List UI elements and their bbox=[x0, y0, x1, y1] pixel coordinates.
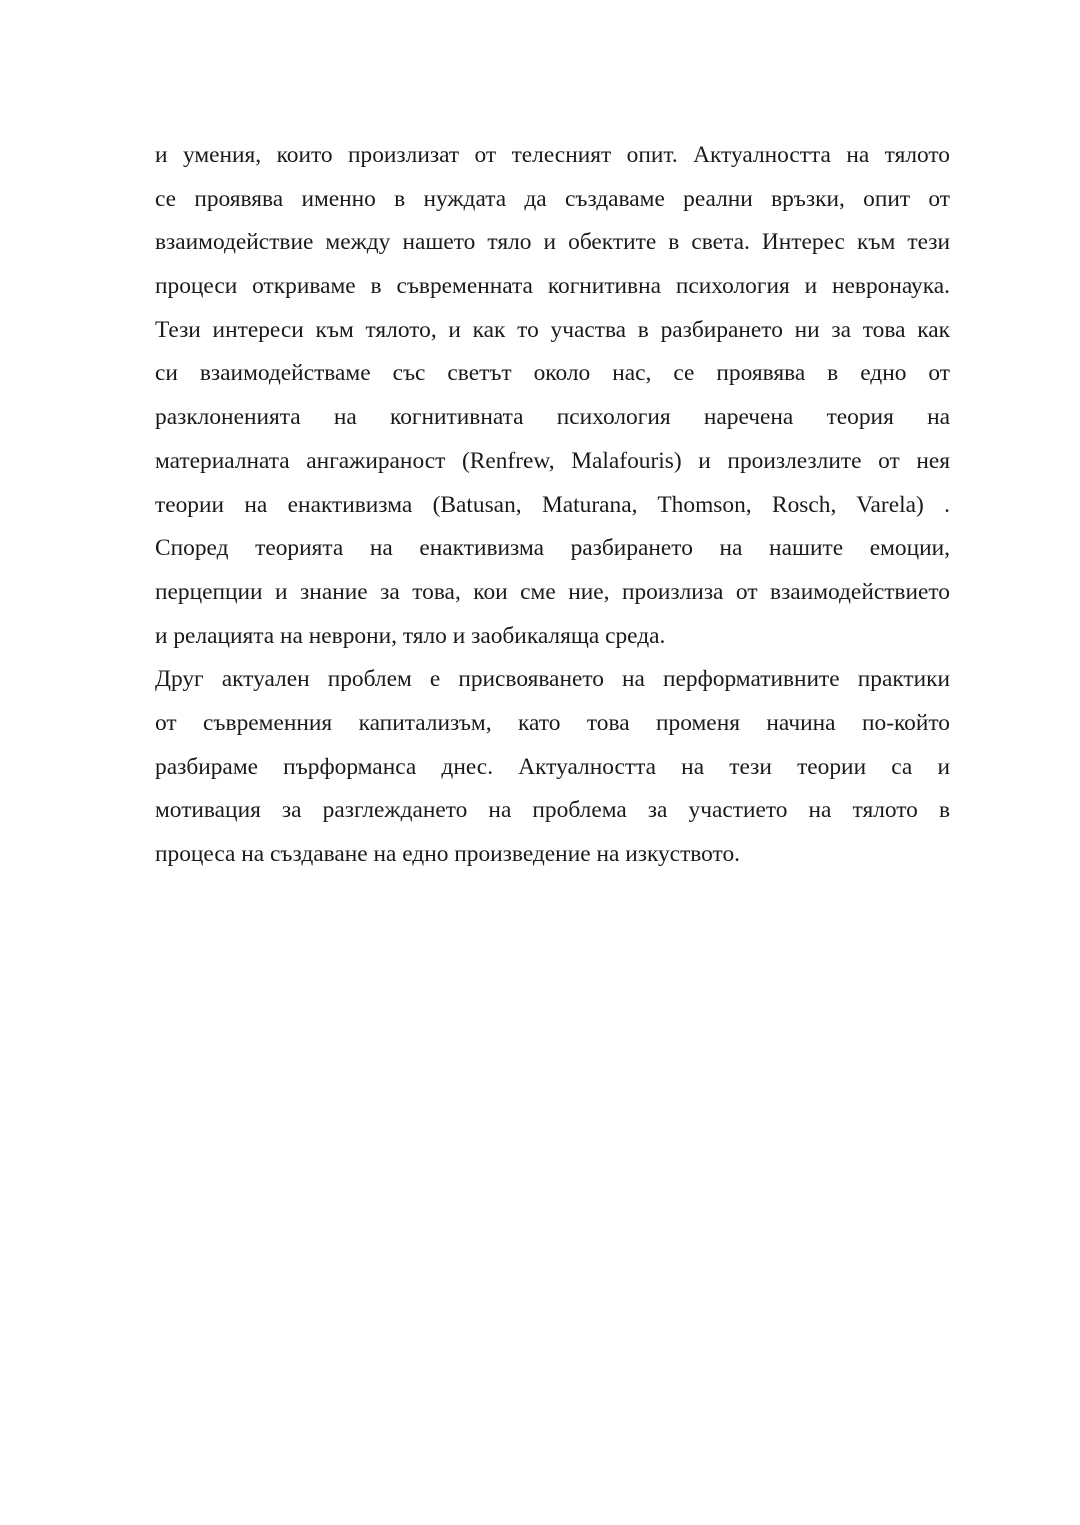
text-line: Друг актуален проблем е присвояването на перформативните практики bbox=[155, 666, 950, 693]
text-line: мотивация за разглеждането на проблема за участието на тялото в bbox=[155, 797, 950, 824]
text-line: и умения, които произлизат от телесният опит. Актуалността на тялото bbox=[155, 142, 950, 168]
body-text bbox=[155, 134, 950, 877]
text-line: Тези интереси към тялото, и как то участва в разбирането ни за това как bbox=[155, 316, 950, 343]
text-line: се проявява именно в нуждата да създаваме реални връзки, опит от bbox=[155, 185, 950, 212]
text-line: перцепции и знание за това, кои сме ние, произлиза от взаимодействието bbox=[155, 578, 950, 605]
text-line: процеса на създаване на едно произведение на изкуството. bbox=[155, 841, 741, 867]
text-line: взаимодействие между нашето тяло и обектите в света. Интерес към тези bbox=[155, 229, 950, 256]
text-line: си взаимодействаме със светът около нас, се проявява в едно от bbox=[155, 360, 950, 387]
text-line: теории на енактивизма (Batusan, Maturana, Thomson, Rosch, Varela) . bbox=[155, 491, 950, 518]
text-line: от съвременния капитализъм, като това променя начина по-който bbox=[155, 709, 950, 736]
paragraph-1 bbox=[155, 134, 950, 658]
text-line: Според теорията на енактивизма разбирането на нашите емоции, bbox=[155, 535, 950, 562]
text-line: материалната ангажираност (Renfrew, Malafouris) и произлезлите от нея bbox=[155, 447, 950, 474]
text-line: разклоненията на когнитивната психология наречена теория на bbox=[155, 404, 950, 431]
text-line: разбираме пърформанса днес. Актуалността на тези теории са и bbox=[155, 753, 950, 780]
paragraph-2 bbox=[155, 658, 950, 876]
text-line: процеси откриваме в съвременната когнитивна психология и невронаука. bbox=[155, 273, 950, 300]
text-line: и релацията на неврони, тяло и заобикаляща среда. bbox=[155, 622, 666, 649]
